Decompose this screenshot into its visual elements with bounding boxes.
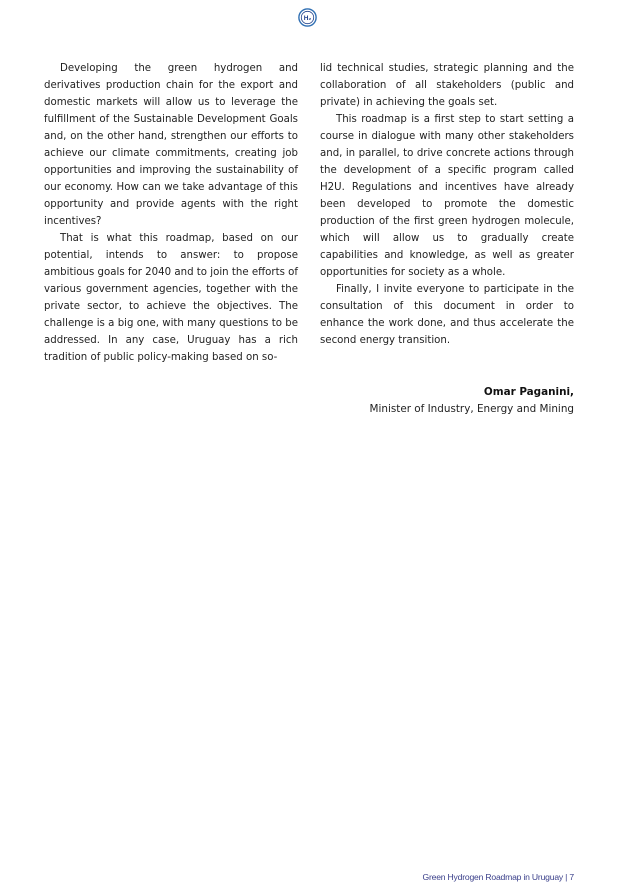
paragraph: This roadmap is a first step to start setting a course in dialogue with many other stakeholders and, in parallel, to drive concrete actions through the development of a specific program called H2U. Regulations and incentives have already been developed to promote the domestic production of the first green hydrogen molecule, which will allow us to gradually create capabilities and knowledge, as well as greater opportunities for society as a whole. <box>320 114 574 278</box>
signature-block <box>370 384 574 418</box>
signatory-name: Omar Paganini, <box>483 386 574 398</box>
signatory-title: Minister of Industry, Energy and Mining <box>369 403 574 415</box>
right-column <box>320 60 574 366</box>
paragraph: Finally, I invite everyone to participate in the consultation of this document in order to enhance the work done, and thus accelerate the second energy transition. <box>320 284 574 346</box>
logo-text: H₂ <box>303 15 312 22</box>
paragraph: lid technical studies, strategic planning and the collaboration of all stakeholders (public and private) in achieving the goals set. <box>320 63 574 108</box>
page-footer: Green Hydrogen Roadmap in Uruguay | 7 <box>422 872 574 882</box>
body-text <box>44 60 574 366</box>
h2-logo-icon <box>298 8 317 27</box>
left-column <box>44 60 298 366</box>
paragraph: Developing the green hydrogen and derivatives production chain for the export and domestic markets will allow us to leverage the fulfillment of the Sustainable Development Goals and, on the other hand, strengthen our efforts to achieve our climate commitments, creating job opportunities and improving the sustainability of our economy. How can we take advantage of this opportunity and provide agents with the right incentives? <box>44 63 298 227</box>
paragraph: That is what this roadmap, based on our potential, intends to answer: to propose ambitious goals for 2040 and to join the efforts of various government agencies, together with the private sector, to achieve the objectives. The challenge is a big one, with many questions to be addressed. In any case, Uruguay has a rich tradition of public policy-making based on so- <box>44 233 298 363</box>
